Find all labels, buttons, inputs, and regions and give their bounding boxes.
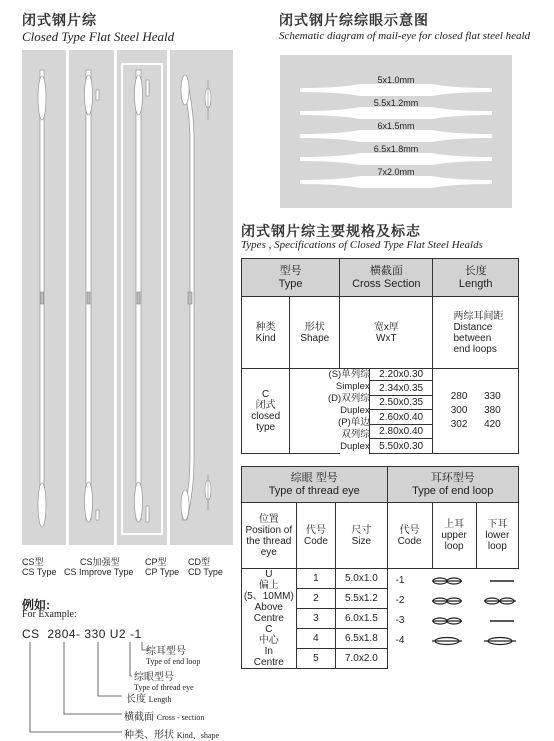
code-part-length: 330 <box>84 627 106 641</box>
loop-header: 耳环型号 Type of end loop <box>387 467 518 503</box>
mail-eye-panel <box>280 55 512 208</box>
heald-illustration-panel <box>22 50 233 545</box>
loop-diagram-cell <box>387 569 518 669</box>
eye-header: 综眼 型号 Type of thread eye <box>242 467 388 503</box>
spec-section-cell: 2.50x0.35 <box>369 395 433 410</box>
eye-position-header: 位置 Position of the thread eye <box>242 503 297 569</box>
code-part-cross: 2804 <box>47 627 77 641</box>
heald-drawings <box>22 50 233 545</box>
mail-eye-label: 5x1.0mm <box>377 75 415 85</box>
loop-code: -2 <box>395 595 405 606</box>
spec-title-en: Types , Specifications of Closed Type Flat Steel Healds <box>241 239 483 251</box>
mail-eye-label: 7x2.0mm <box>377 167 415 177</box>
type-cd-zh: CD型 <box>188 557 210 567</box>
code-part-kind: CS <box>22 627 40 641</box>
mail-eye-label: 6.5x1.8mm <box>373 144 419 154</box>
eye-position-cell: U 偏上 (5、10MM) Above Centre C 中心 In Centre <box>242 569 297 669</box>
mail-eye-label: 5.5x1.2mm <box>373 98 419 108</box>
spec-section-cell: 2.80x0.40 <box>369 424 433 439</box>
spec-kind-c: C 闭式 closed type <box>242 369 290 454</box>
spec-section-cell: 5.50x0.30 <box>369 439 433 454</box>
loop-code: -3 <box>395 615 405 626</box>
left-title-en: Closed Type Flat Steel Heald <box>22 29 175 44</box>
spec-header-type: 型号 Type <box>242 259 340 297</box>
type-csi-en: CS Improve Type <box>64 567 134 577</box>
type-cp-zh: CP型 <box>145 557 167 567</box>
loop-shapes <box>428 569 520 659</box>
loop-code: -4 <box>395 635 405 646</box>
eye-code-header: 代号 Code <box>296 503 336 569</box>
loop-code-header: 代号 Code <box>387 503 432 569</box>
spec-shape-header: 形状 Shape <box>290 297 340 369</box>
code-part-loop: -1 <box>129 627 142 641</box>
spec-header-length: 长度 Length <box>433 259 519 297</box>
eye-size-cell: 6.5x1.8 <box>336 629 387 649</box>
example-code <box>22 627 142 641</box>
spec-table <box>241 258 519 454</box>
eye-size-header: 尺寸 Size <box>336 503 387 569</box>
loop-code: -1 <box>395 575 405 586</box>
spec-kind-header: 种类 Kind <box>242 297 290 369</box>
right-title-zh: 闭式钢片综综眼示意图 <box>279 13 429 29</box>
cs-heald-drawing <box>38 70 46 527</box>
type-cs-en: CS Type <box>22 567 57 577</box>
upper-loop-header: 上耳 upper loop <box>432 503 476 569</box>
type-cs-zh: CS型 <box>22 557 44 567</box>
example-title-zh: 例如: <box>22 598 50 612</box>
spec-section-cell: 2.20x0.30 <box>369 369 433 381</box>
annotation-length: 长度 Length <box>126 694 172 705</box>
eye-size-cell: 5.5x1.2 <box>336 589 387 609</box>
left-title-zh: 闭式钢片综 <box>22 13 97 29</box>
spec-header-cross: 横截面 Cross Section <box>340 259 433 297</box>
spec-section-cell: 2.34x0.35 <box>369 381 433 396</box>
eye-code-cell: 1 <box>296 569 336 589</box>
annotation-kind: 种类、形状 Kind、shape <box>124 730 219 741</box>
cs-improve-heald-drawing <box>85 70 100 522</box>
spec-length-grid: 280 330 300 380 302 420 <box>433 369 519 454</box>
spec-section-cell: 2.60x0.40 <box>369 410 433 425</box>
code-part-dash: - <box>76 627 81 641</box>
code-part-eye: U2 <box>109 627 127 641</box>
eye-code-cell: 4 <box>296 629 336 649</box>
spec-distance-header: 两综耳间距 Distance between end loops <box>433 297 519 369</box>
eye-size-cell: 6.0x1.5 <box>336 609 387 629</box>
eye-size-cell: 7.0x2.0 <box>336 649 387 669</box>
example-title-en: For Example: <box>22 609 77 620</box>
lower-loop-header: 下耳 lower loop <box>476 503 518 569</box>
cd-heald-drawing <box>181 75 211 520</box>
eye-loop-table <box>241 466 519 669</box>
eye-size-cell: 5.0x1.0 <box>336 569 387 589</box>
eye-code-cell: 5 <box>296 649 336 669</box>
type-csi-zh: CS加强型 <box>80 557 120 567</box>
mail-eye-label: 6x1.5mm <box>377 121 415 131</box>
spec-wxt-header: 宽x厚 WxT <box>340 297 433 369</box>
right-title-en: Schematic diagram of mail-eye for closed flat steel heald <box>279 30 531 42</box>
eye-code-cell: 3 <box>296 609 336 629</box>
type-cd-en: CD Type <box>188 567 223 577</box>
cp-heald-drawing <box>122 64 162 534</box>
spec-shape-list: (S)单列综 Simplex (D)双列综 Duplex (P)单边 双列综 Duplex <box>290 369 340 454</box>
annotation-cross: 横截面 Cross - section <box>124 712 205 723</box>
type-cp-en: CP Type <box>145 567 180 577</box>
spec-title-zh: 闭式钢片综主要规格及标志 <box>241 224 421 240</box>
annotation-loop: 综耳型号 Type of end loop <box>146 646 201 666</box>
eye-code-cell: 2 <box>296 589 336 609</box>
annotation-eye: 综眼型号 Type of thread eye <box>134 672 194 692</box>
